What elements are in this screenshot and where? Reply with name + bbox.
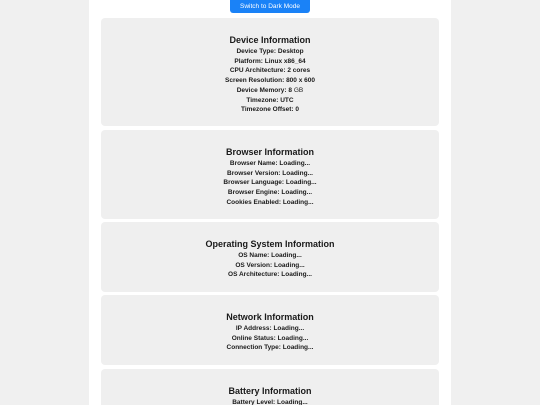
device-memory-row: Device Memory: 8 GB (236, 86, 304, 94)
cookies-enabled-row: Cookies Enabled: Loading... (226, 198, 314, 206)
platform-row: Platform: Linux x86_64 (234, 57, 306, 65)
os-architecture-row: OS Architecture: Loading... (228, 271, 312, 279)
browser-language-row: Browser Language: Loading... (223, 179, 317, 187)
browser-info-title: Browser Information (225, 147, 314, 157)
timezone-offset-row: Timezone Offset: 0 (240, 106, 300, 114)
main-container (89, 0, 451, 405)
timezone-row: Timezone: UTC (246, 96, 294, 104)
os-info-title: Operating System Information (205, 239, 335, 249)
browser-info-card (101, 130, 439, 219)
battery-level-row: Battery Level: Loading... (232, 399, 308, 405)
network-info-title: Network Information (226, 312, 314, 322)
battery-info-title: Battery Information (228, 386, 312, 396)
device-info-title: Device Information (229, 35, 311, 45)
os-info-card (101, 222, 439, 292)
browser-version-row: Browser Version: Loading... (227, 169, 313, 177)
browser-name-row: Browser Name: Loading... (229, 160, 311, 167)
os-version-row: OS Version: Loading... (235, 261, 305, 269)
battery-info-card (101, 369, 439, 405)
dark-mode-toggle-button[interactable]: Switch to Dark Mode (230, 0, 310, 13)
cpu-architecture-row: CPU Architecture: 2 cores (229, 67, 311, 75)
online-status-row: Online Status: Loading... (231, 334, 309, 342)
os-name-row: OS Name: Loading... (238, 252, 302, 259)
device-info-card (101, 18, 439, 126)
browser-engine-row: Browser Engine: Loading... (227, 189, 313, 197)
screen-resolution-row: Screen Resolution: 800 x 600 (225, 77, 315, 85)
connection-type-row: Connection Type: Loading... (226, 344, 314, 352)
ip-address-row: IP Address: Loading... (235, 325, 305, 332)
network-info-card (101, 295, 439, 365)
device-type-row: Device Type: Desktop (236, 48, 304, 55)
